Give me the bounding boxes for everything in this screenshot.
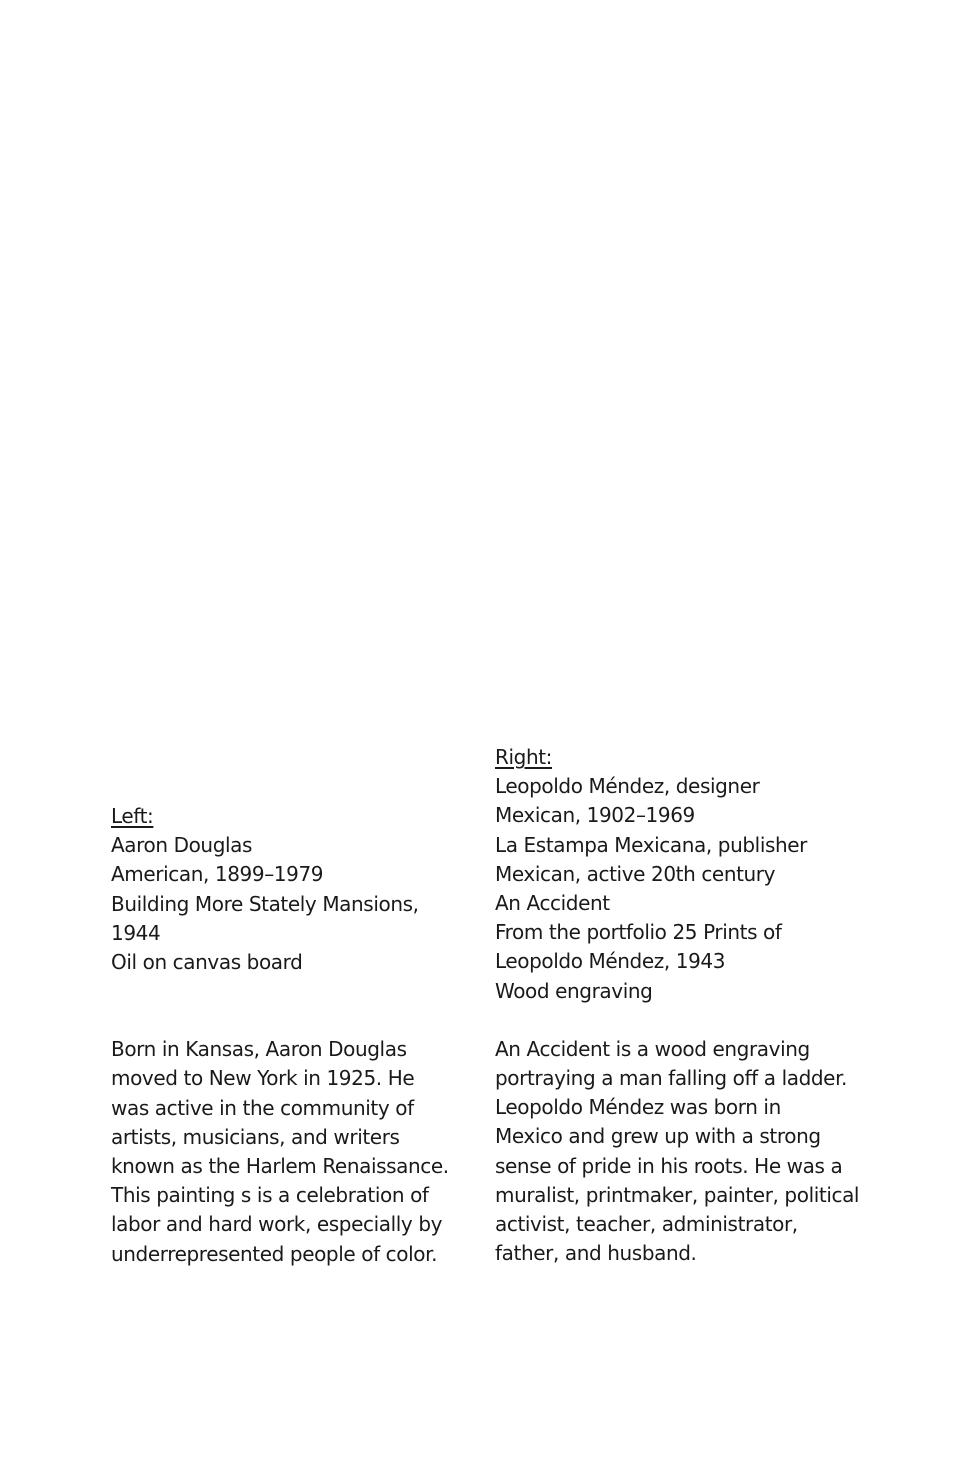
left-description-line: underrepresented people of color.: [111, 1241, 438, 1266]
right-portfolio: From the portfolio 25 Prints of: [495, 920, 782, 945]
left-description: [111, 1035, 471, 1269]
left-description-line: labor and hard work, especially by: [111, 1212, 443, 1237]
left-description-line: Born in Kansas, Aaron Douglas: [111, 1037, 407, 1062]
right-artwork-title: An Accident: [495, 891, 610, 916]
right-description-line: father, and husband.: [495, 1241, 697, 1266]
right-artwork-medium: Wood engraving: [495, 978, 653, 1003]
left-label-block: [111, 831, 471, 977]
right-description-line: Leopoldo Méndez was born in: [495, 1095, 781, 1120]
left-artwork-year: 1944: [111, 920, 161, 945]
left-description-line: moved to New York in 1925. He: [111, 1066, 415, 1091]
right-publisher-nationality: Mexican, active 20th century: [495, 861, 776, 886]
right-artwork-label: [495, 743, 860, 1268]
right-description-line: portraying a man falling off a ladder.: [495, 1066, 848, 1091]
right-portfolio-year: Leopoldo Méndez, 1943: [495, 949, 726, 974]
left-artwork-label: [111, 802, 471, 1269]
left-artist-name: Aaron Douglas: [111, 833, 253, 858]
right-description: [495, 1035, 860, 1269]
left-heading: Left:: [111, 804, 154, 828]
right-description-line: Mexico and grew up with a strong: [495, 1124, 821, 1149]
right-publisher-name: La Estampa Mexicana, publisher: [495, 832, 808, 857]
left-artwork-medium: Oil on canvas board: [111, 950, 303, 975]
left-description-line: known as the Harlem Renaissance.: [111, 1154, 449, 1179]
left-description-line: This painting s is a celebration of: [111, 1183, 429, 1208]
left-artist-nationality: American, 1899–1979: [111, 862, 324, 887]
left-description-line: artists, musicians, and writers: [111, 1124, 400, 1149]
right-artist-nationality: Mexican, 1902–1969: [495, 803, 695, 828]
right-label-block: [495, 772, 855, 1006]
left-description-line: was active in the community of: [111, 1095, 414, 1120]
right-description-line: An Accident is a wood engraving: [495, 1036, 810, 1061]
right-artist-name: Leopoldo Méndez, designer: [495, 774, 760, 799]
right-heading: Right:: [495, 745, 553, 769]
right-description-line: sense of pride in his roots. He was a: [495, 1153, 843, 1178]
right-description-line: muralist, printmaker, painter, political: [495, 1182, 860, 1207]
left-artwork-title: Building More Stately Mansions,: [111, 891, 419, 916]
right-description-line: activist, teacher, administrator,: [495, 1212, 798, 1237]
